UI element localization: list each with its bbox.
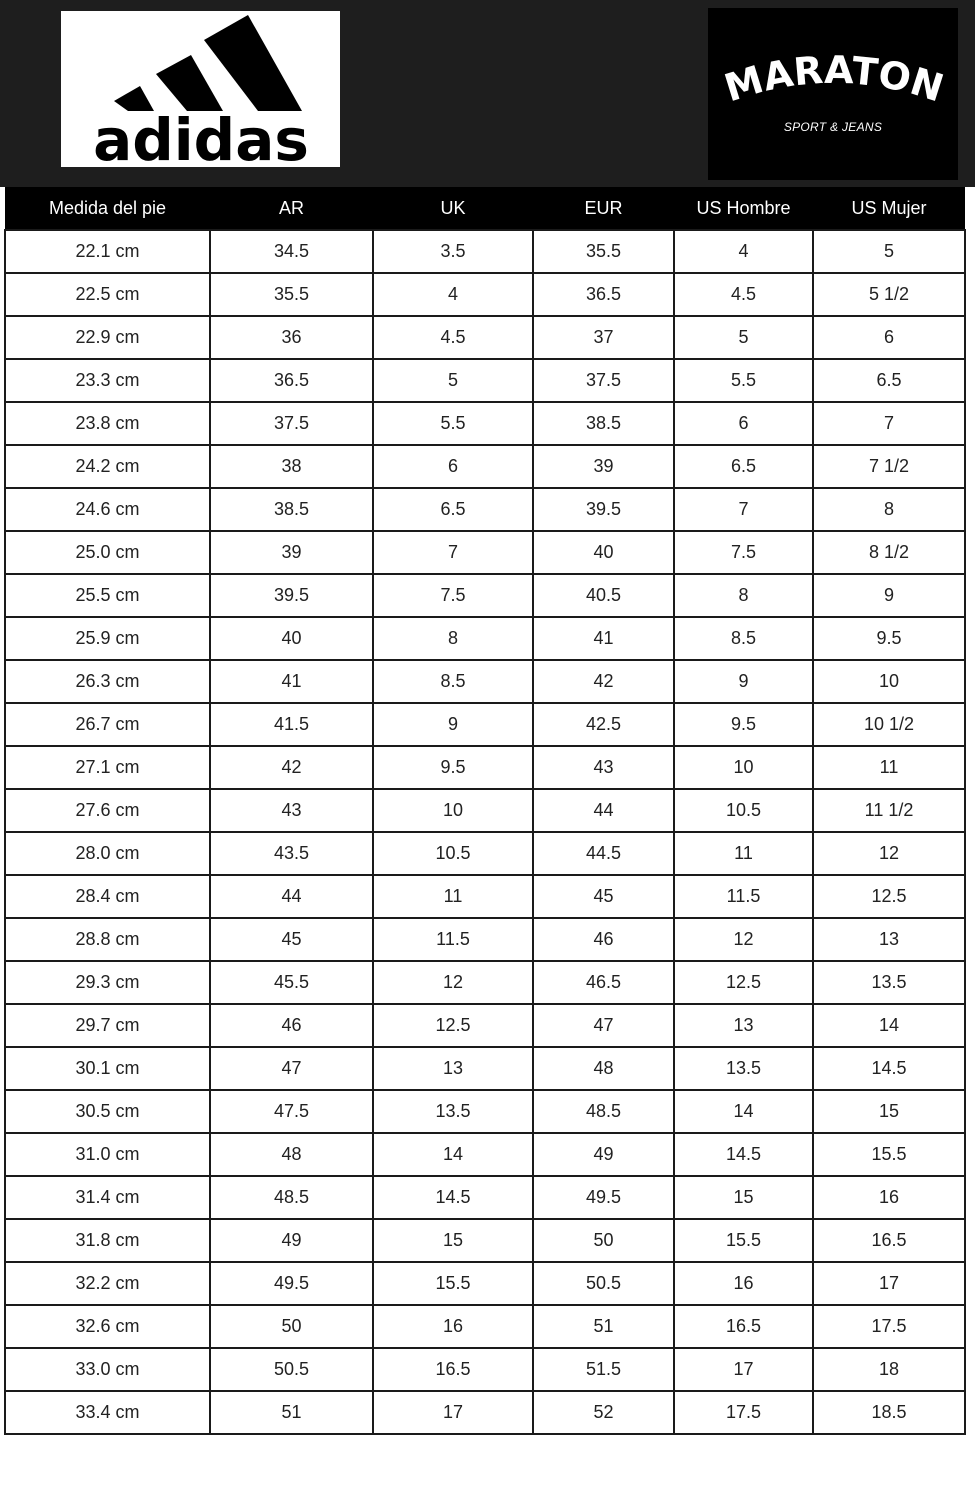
table-row bbox=[5, 832, 965, 875]
table-cell: 45 bbox=[210, 918, 373, 961]
table-cell: 50.5 bbox=[210, 1348, 373, 1391]
table-cell: 5.5 bbox=[373, 402, 533, 445]
table-cell: 48 bbox=[210, 1133, 373, 1176]
table-row bbox=[5, 617, 965, 660]
table-cell: 48.5 bbox=[210, 1176, 373, 1219]
table-cell: 16.5 bbox=[674, 1305, 813, 1348]
table-cell: 22.5 cm bbox=[5, 273, 210, 316]
table-cell: 34.5 bbox=[210, 230, 373, 273]
table-cell: 46.5 bbox=[533, 961, 674, 1004]
table-row bbox=[5, 445, 965, 488]
table-cell: 8.5 bbox=[674, 617, 813, 660]
table-cell: 17.5 bbox=[813, 1305, 965, 1348]
table-cell: 17 bbox=[674, 1348, 813, 1391]
table-cell: 9 bbox=[813, 574, 965, 617]
column-header: AR bbox=[210, 187, 373, 230]
table-row bbox=[5, 1391, 965, 1434]
table-cell: 22.1 cm bbox=[5, 230, 210, 273]
table-cell: 12 bbox=[373, 961, 533, 1004]
table-cell: 51.5 bbox=[533, 1348, 674, 1391]
column-header: US Mujer bbox=[813, 187, 965, 230]
table-row bbox=[5, 230, 965, 273]
table-cell: 41 bbox=[210, 660, 373, 703]
table-row bbox=[5, 273, 965, 316]
table-row bbox=[5, 875, 965, 918]
table-row bbox=[5, 961, 965, 1004]
table-cell: 33.4 cm bbox=[5, 1391, 210, 1434]
table-cell: 6.5 bbox=[674, 445, 813, 488]
table-cell: 29.3 cm bbox=[5, 961, 210, 1004]
table-cell: 14.5 bbox=[674, 1133, 813, 1176]
table-cell: 31.0 cm bbox=[5, 1133, 210, 1176]
table-cell: 11 bbox=[674, 832, 813, 875]
table-header-row bbox=[5, 187, 965, 230]
table-cell: 13 bbox=[674, 1004, 813, 1047]
table-cell: 49 bbox=[210, 1219, 373, 1262]
table-cell: 36.5 bbox=[210, 359, 373, 402]
table-cell: 36.5 bbox=[533, 273, 674, 316]
table-cell: 11.5 bbox=[674, 875, 813, 918]
table-row bbox=[5, 316, 965, 359]
table-cell: 12.5 bbox=[813, 875, 965, 918]
table-row bbox=[5, 359, 965, 402]
table-cell: 14 bbox=[674, 1090, 813, 1133]
table-cell: 45 bbox=[533, 875, 674, 918]
table-row bbox=[5, 1219, 965, 1262]
table-cell: 41.5 bbox=[210, 703, 373, 746]
table-row bbox=[5, 1133, 965, 1176]
table-row bbox=[5, 1262, 965, 1305]
table-cell: 7 1/2 bbox=[813, 445, 965, 488]
table-cell: 5.5 bbox=[674, 359, 813, 402]
table-cell: 13 bbox=[813, 918, 965, 961]
table-cell: 5 1/2 bbox=[813, 273, 965, 316]
table-cell: 40 bbox=[210, 617, 373, 660]
table-cell: 10 bbox=[674, 746, 813, 789]
table-cell: 9 bbox=[373, 703, 533, 746]
table-cell: 15 bbox=[674, 1176, 813, 1219]
table-cell: 23.3 cm bbox=[5, 359, 210, 402]
maraton-wordmark: MARATON bbox=[719, 47, 949, 111]
table-cell: 15 bbox=[813, 1090, 965, 1133]
table-cell: 25.5 cm bbox=[5, 574, 210, 617]
table-cell: 48 bbox=[533, 1047, 674, 1090]
table-cell: 6 bbox=[373, 445, 533, 488]
table-cell: 42 bbox=[533, 660, 674, 703]
size-chart-table bbox=[4, 187, 966, 1435]
table-cell: 15 bbox=[373, 1219, 533, 1262]
table-row bbox=[5, 1176, 965, 1219]
table-cell: 7 bbox=[813, 402, 965, 445]
table-cell: 37.5 bbox=[533, 359, 674, 402]
table-cell: 35.5 bbox=[210, 273, 373, 316]
table-cell: 37 bbox=[533, 316, 674, 359]
table-cell: 27.6 cm bbox=[5, 789, 210, 832]
table-cell: 50 bbox=[533, 1219, 674, 1262]
table-row bbox=[5, 918, 965, 961]
table-cell: 15.5 bbox=[813, 1133, 965, 1176]
table-cell: 9.5 bbox=[373, 746, 533, 789]
table-row bbox=[5, 660, 965, 703]
table-cell: 37.5 bbox=[210, 402, 373, 445]
page-header bbox=[0, 0, 975, 187]
table-cell: 22.9 cm bbox=[5, 316, 210, 359]
table-cell: 45.5 bbox=[210, 961, 373, 1004]
column-header: UK bbox=[373, 187, 533, 230]
table-cell: 42.5 bbox=[533, 703, 674, 746]
table-cell: 11 1/2 bbox=[813, 789, 965, 832]
table-cell: 5 bbox=[373, 359, 533, 402]
table-cell: 39 bbox=[533, 445, 674, 488]
table-cell: 49.5 bbox=[210, 1262, 373, 1305]
table-cell: 38 bbox=[210, 445, 373, 488]
table-cell: 39.5 bbox=[533, 488, 674, 531]
table-cell: 17 bbox=[373, 1391, 533, 1434]
table-cell: 13.5 bbox=[373, 1090, 533, 1133]
adidas-wordmark: adidas bbox=[93, 106, 309, 167]
table-cell: 14.5 bbox=[373, 1176, 533, 1219]
table-row bbox=[5, 1090, 965, 1133]
table-cell: 26.7 cm bbox=[5, 703, 210, 746]
table-cell: 40.5 bbox=[533, 574, 674, 617]
table-cell: 47 bbox=[210, 1047, 373, 1090]
table-cell: 3.5 bbox=[373, 230, 533, 273]
table-row bbox=[5, 488, 965, 531]
table-cell: 17.5 bbox=[674, 1391, 813, 1434]
table-cell: 11 bbox=[373, 875, 533, 918]
table-cell: 23.8 cm bbox=[5, 402, 210, 445]
table-cell: 51 bbox=[210, 1391, 373, 1434]
table-cell: 8.5 bbox=[373, 660, 533, 703]
table-row bbox=[5, 402, 965, 445]
adidas-logo bbox=[61, 11, 340, 167]
table-row bbox=[5, 1348, 965, 1391]
table-cell: 7 bbox=[373, 531, 533, 574]
table-cell: 14.5 bbox=[813, 1047, 965, 1090]
table-cell: 8 bbox=[813, 488, 965, 531]
adidas-stripes-icon bbox=[61, 11, 340, 167]
table-cell: 13 bbox=[373, 1047, 533, 1090]
table-cell: 8 bbox=[674, 574, 813, 617]
table-cell: 48.5 bbox=[533, 1090, 674, 1133]
table-cell: 12.5 bbox=[674, 961, 813, 1004]
table-cell: 32.2 cm bbox=[5, 1262, 210, 1305]
table-cell: 15.5 bbox=[674, 1219, 813, 1262]
table-row bbox=[5, 1047, 965, 1090]
table-cell: 41 bbox=[533, 617, 674, 660]
table-cell: 16 bbox=[813, 1176, 965, 1219]
table-cell: 7.5 bbox=[373, 574, 533, 617]
table-cell: 10.5 bbox=[674, 789, 813, 832]
table-cell: 4.5 bbox=[674, 273, 813, 316]
table-cell: 28.0 cm bbox=[5, 832, 210, 875]
table-cell: 50.5 bbox=[533, 1262, 674, 1305]
table-cell: 24.6 cm bbox=[5, 488, 210, 531]
table-cell: 39 bbox=[210, 531, 373, 574]
table-row bbox=[5, 531, 965, 574]
table-cell: 6 bbox=[813, 316, 965, 359]
table-cell: 6.5 bbox=[813, 359, 965, 402]
table-cell: 9.5 bbox=[674, 703, 813, 746]
table-cell: 25.0 cm bbox=[5, 531, 210, 574]
table-row bbox=[5, 1004, 965, 1047]
table-cell: 16.5 bbox=[813, 1219, 965, 1262]
table-cell: 10 bbox=[813, 660, 965, 703]
table-cell: 46 bbox=[533, 918, 674, 961]
table-cell: 39.5 bbox=[210, 574, 373, 617]
table-cell: 5 bbox=[813, 230, 965, 273]
table-cell: 4 bbox=[373, 273, 533, 316]
table-cell: 26.3 cm bbox=[5, 660, 210, 703]
table-cell: 13.5 bbox=[813, 961, 965, 1004]
table-cell: 4.5 bbox=[373, 316, 533, 359]
table-cell: 36 bbox=[210, 316, 373, 359]
table-cell: 18 bbox=[813, 1348, 965, 1391]
table-cell: 38.5 bbox=[210, 488, 373, 531]
table-row bbox=[5, 746, 965, 789]
table-cell: 30.1 cm bbox=[5, 1047, 210, 1090]
table-cell: 11.5 bbox=[373, 918, 533, 961]
table-cell: 40 bbox=[533, 531, 674, 574]
table-row bbox=[5, 574, 965, 617]
table-cell: 49.5 bbox=[533, 1176, 674, 1219]
table-cell: 9 bbox=[674, 660, 813, 703]
table-row bbox=[5, 703, 965, 746]
table-cell: 13.5 bbox=[674, 1047, 813, 1090]
table-cell: 33.0 cm bbox=[5, 1348, 210, 1391]
maraton-tagline: SPORT & JEANS bbox=[783, 120, 883, 134]
table-cell: 12.5 bbox=[373, 1004, 533, 1047]
table-cell: 12 bbox=[813, 832, 965, 875]
table-cell: 11 bbox=[813, 746, 965, 789]
table-cell: 15.5 bbox=[373, 1262, 533, 1305]
table-cell: 16 bbox=[373, 1305, 533, 1348]
table-cell: 28.8 cm bbox=[5, 918, 210, 961]
table-cell: 32.6 cm bbox=[5, 1305, 210, 1348]
table-cell: 49 bbox=[533, 1133, 674, 1176]
table-cell: 31.4 cm bbox=[5, 1176, 210, 1219]
table-cell: 14 bbox=[813, 1004, 965, 1047]
table-cell: 9.5 bbox=[813, 617, 965, 660]
table-cell: 6 bbox=[674, 402, 813, 445]
table-cell: 51 bbox=[533, 1305, 674, 1348]
table-cell: 10.5 bbox=[373, 832, 533, 875]
table-cell: 7.5 bbox=[674, 531, 813, 574]
table-cell: 25.9 cm bbox=[5, 617, 210, 660]
table-cell: 50 bbox=[210, 1305, 373, 1348]
table-cell: 47 bbox=[533, 1004, 674, 1047]
table-cell: 43 bbox=[210, 789, 373, 832]
table-cell: 24.2 cm bbox=[5, 445, 210, 488]
table-cell: 43.5 bbox=[210, 832, 373, 875]
table-cell: 44 bbox=[210, 875, 373, 918]
table-cell: 46 bbox=[210, 1004, 373, 1047]
table-cell: 18.5 bbox=[813, 1391, 965, 1434]
table-cell: 27.1 cm bbox=[5, 746, 210, 789]
table-cell: 10 bbox=[373, 789, 533, 832]
column-header: US Hombre bbox=[674, 187, 813, 230]
table-cell: 12 bbox=[674, 918, 813, 961]
maraton-logo bbox=[708, 8, 958, 180]
table-cell: 42 bbox=[210, 746, 373, 789]
table-cell: 8 1/2 bbox=[813, 531, 965, 574]
table-cell: 31.8 cm bbox=[5, 1219, 210, 1262]
table-cell: 43 bbox=[533, 746, 674, 789]
table-cell: 28.4 cm bbox=[5, 875, 210, 918]
table-row bbox=[5, 789, 965, 832]
column-header: Medida del pie bbox=[5, 187, 210, 230]
table-cell: 29.7 cm bbox=[5, 1004, 210, 1047]
table-cell: 17 bbox=[813, 1262, 965, 1305]
table-cell: 47.5 bbox=[210, 1090, 373, 1133]
table-cell: 10 1/2 bbox=[813, 703, 965, 746]
table-cell: 14 bbox=[373, 1133, 533, 1176]
table-row bbox=[5, 1305, 965, 1348]
table-cell: 7 bbox=[674, 488, 813, 531]
table-cell: 5 bbox=[674, 316, 813, 359]
table-cell: 4 bbox=[674, 230, 813, 273]
table-cell: 8 bbox=[373, 617, 533, 660]
table-body bbox=[5, 230, 965, 1434]
table-cell: 44.5 bbox=[533, 832, 674, 875]
table-cell: 30.5 cm bbox=[5, 1090, 210, 1133]
column-header: EUR bbox=[533, 187, 674, 230]
table-cell: 44 bbox=[533, 789, 674, 832]
table-cell: 52 bbox=[533, 1391, 674, 1434]
table-cell: 16 bbox=[674, 1262, 813, 1305]
table-cell: 35.5 bbox=[533, 230, 674, 273]
table-cell: 38.5 bbox=[533, 402, 674, 445]
table-cell: 16.5 bbox=[373, 1348, 533, 1391]
table-cell: 6.5 bbox=[373, 488, 533, 531]
